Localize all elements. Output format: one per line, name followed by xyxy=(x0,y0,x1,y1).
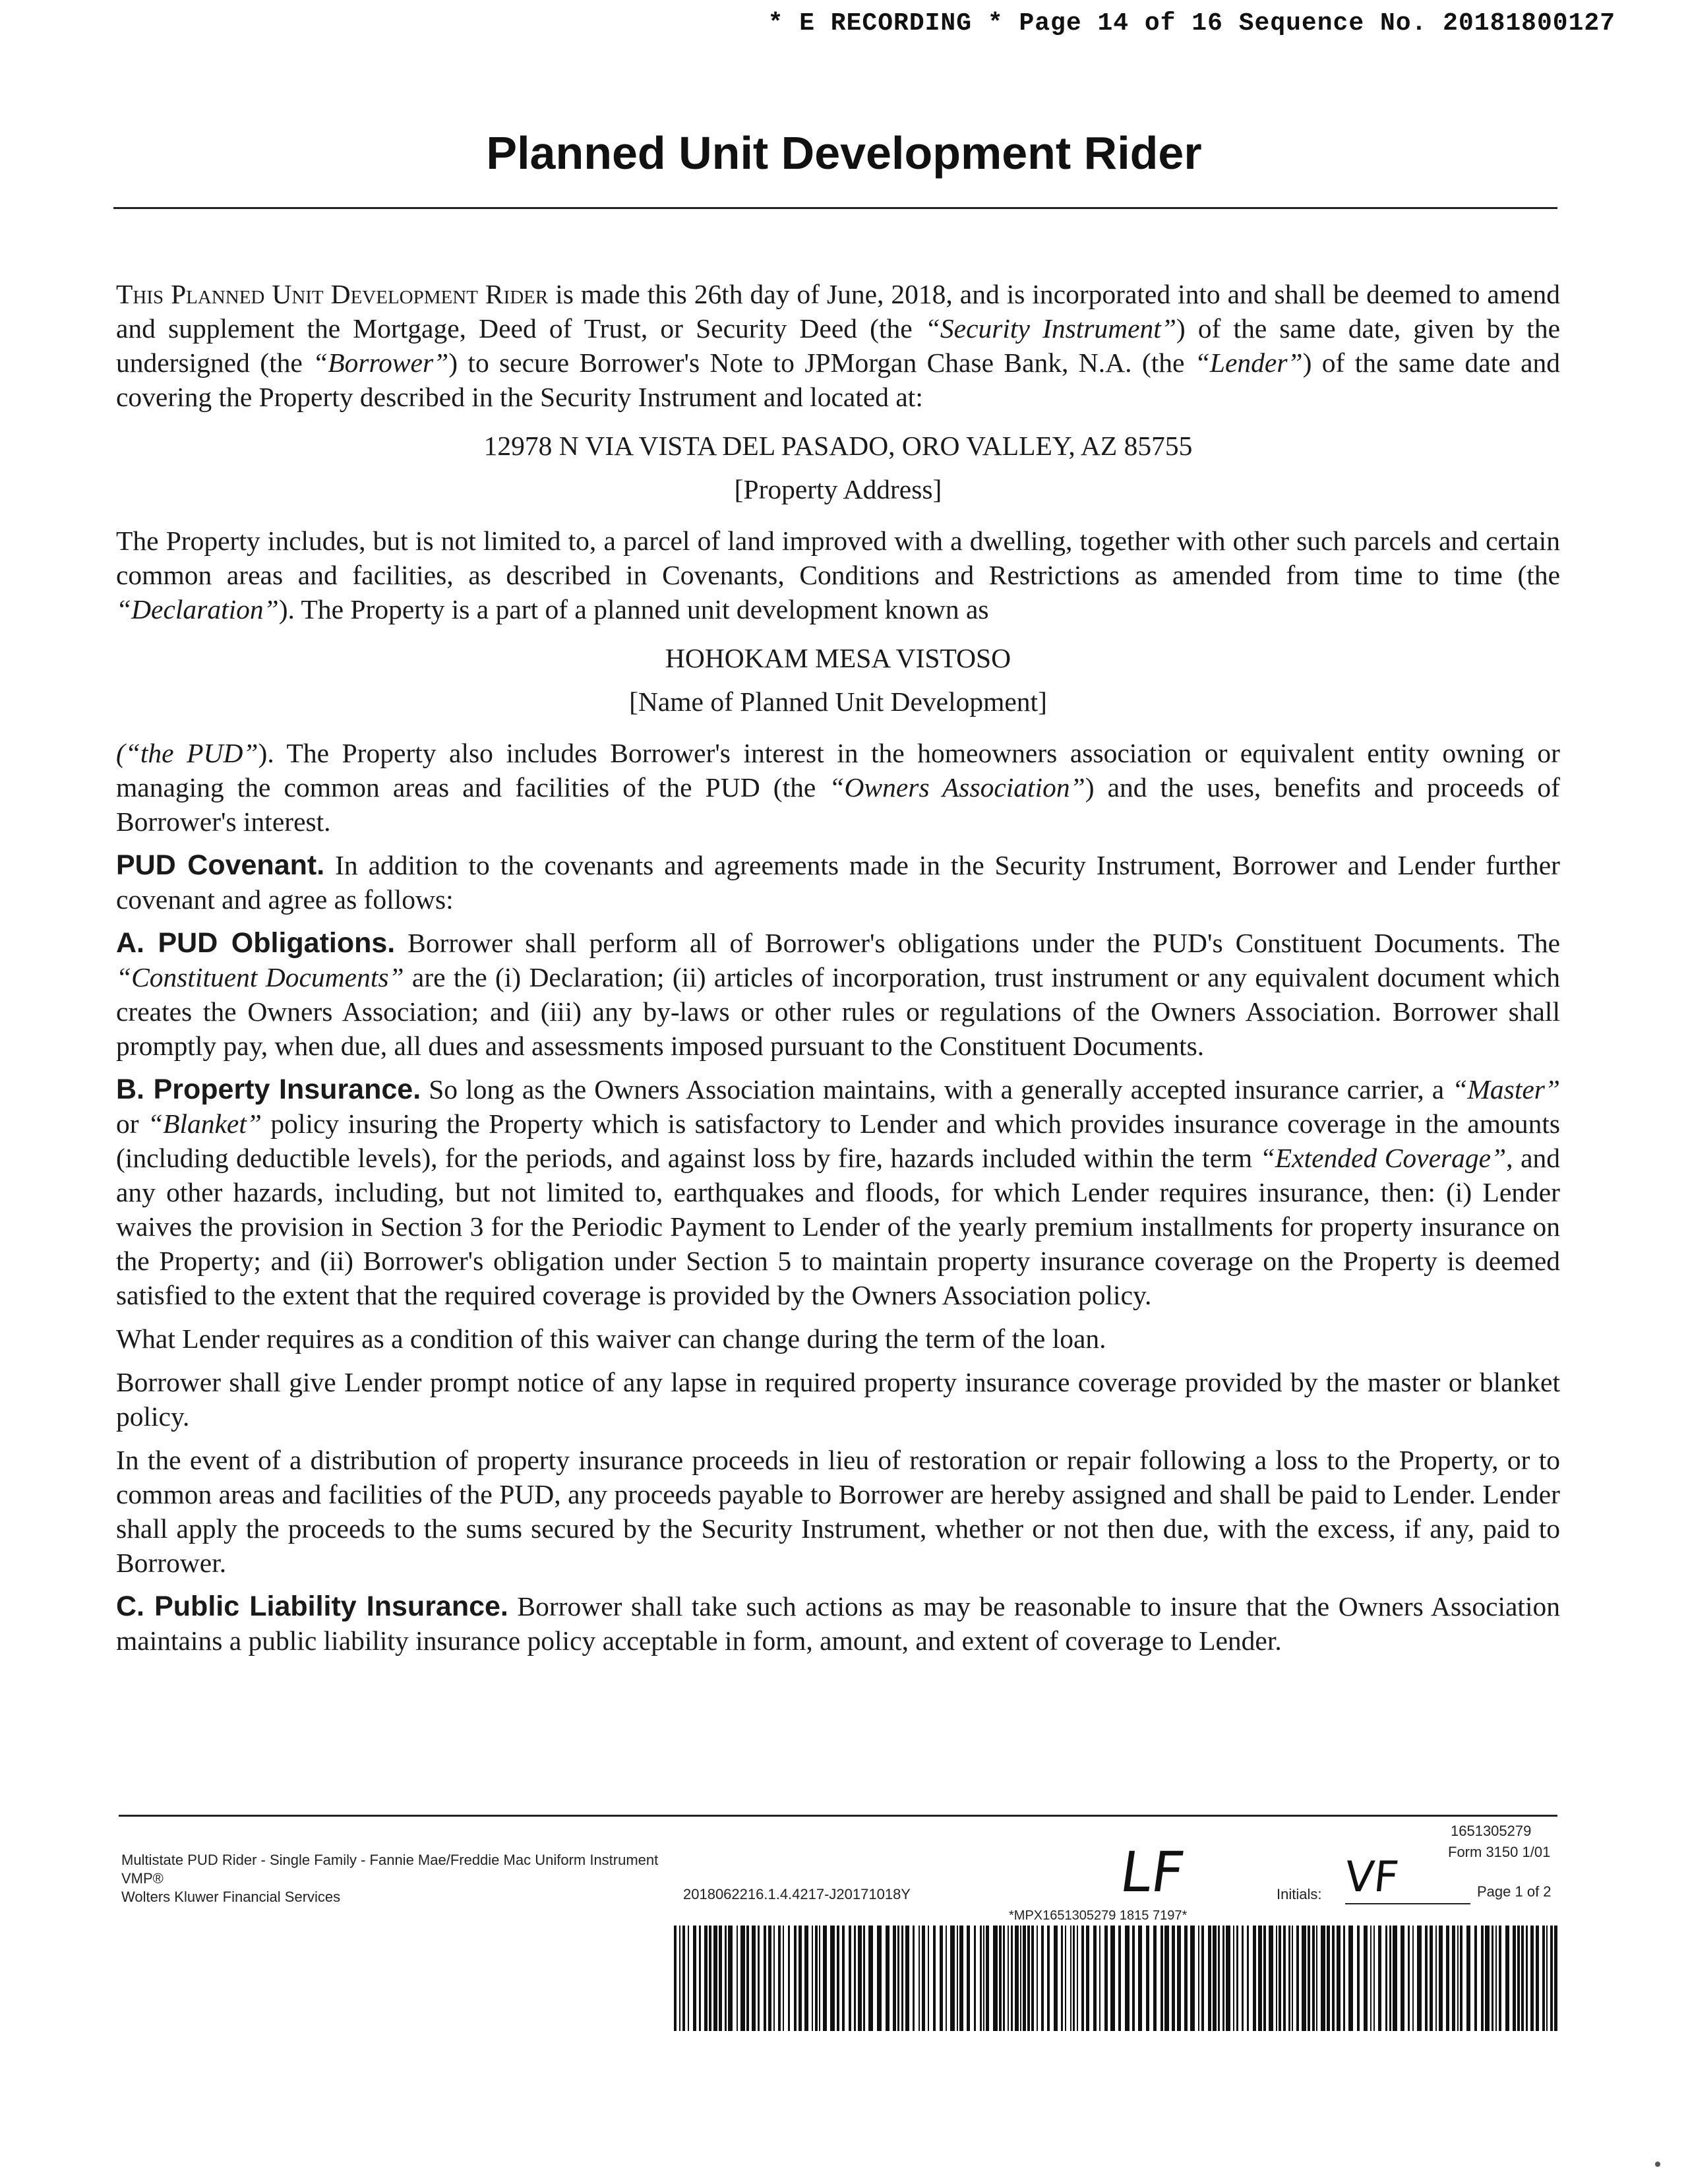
term-extended-coverage: “Extended Coverage” xyxy=(1259,1143,1507,1173)
recording-stamp: * E RECORDING * Page 14 of 16 Sequence No. 20181800127 xyxy=(768,9,1615,38)
section-a-heading: A. PUD Obligations. xyxy=(116,927,396,959)
publisher: Wolters Kluwer Financial Services xyxy=(121,1889,341,1905)
pud-covenant-heading: PUD Covenant. xyxy=(116,849,325,881)
initials-line xyxy=(1345,1903,1470,1904)
title-divider xyxy=(113,207,1557,209)
property-address-label: [Property Address] xyxy=(734,474,942,504)
declaration-paragraph: The Property includes, but is not limited to, a parcel of land improved with a dwelling, together with other such parcels and certain common areas and facilities, as described in Covenants, Conditions and Restrictions as amended from time to time (the “Declaration”). The Property is a part of a planned unit development known as xyxy=(116,526,1560,624)
term-master: “Master” xyxy=(1452,1074,1561,1105)
scan-speck xyxy=(1655,2162,1660,2167)
term-declaration: “Declaration” xyxy=(116,594,279,624)
term-the-pud: (“the PUD” xyxy=(116,738,258,768)
term-security-instrument: “Security Instrument” xyxy=(924,313,1176,344)
pud-covenant-paragraph: PUD Covenant. In addition to the covenants and agreements made in the Security Instrument, Borrower and Lender further covenant and agree as follows: xyxy=(116,849,1560,915)
pud-paragraph: (“the PUD”). The Property also includes Borrower's interest in the homeowners association or equivalent entity owning or managing the common areas and facilities of the PUD (the “Owners Association”) and the uses, benefits and proceeds of Borrower's interest. xyxy=(116,738,1560,837)
footer-divider xyxy=(119,1815,1557,1817)
page-title: Planned Unit Development Rider xyxy=(486,127,1202,179)
pud-name-block xyxy=(116,641,1560,719)
section-a-paragraph: A. PUD Obligations. Borrower shall perform all of Borrower's obligations under the PUD's Constituent Documents. The “Constituent Documents” are the (i) Declaration; (ii) articles of incorporation, trust instrument or any equivalent document which creates the Owners Association; and (iii) any by-laws or other rules or regulations of the Owners Association. Borrower shall promptly pay, when due, all dues and assessments imposed pursuant to the Constituent Documents. xyxy=(116,927,1560,1061)
loan-number: 1651305279 xyxy=(1451,1823,1532,1839)
form-title: Multistate PUD Rider - Single Family - Fannie Mae/Freddie Mac Uniform Instrument xyxy=(121,1852,659,1868)
section-c-paragraph: C. Public Liability Insurance. Borrower shall take such actions as may be reasonable to insure that the Owners Association maintains a public liability insurance policy acceptable in form, amount, and extent of coverage to Lender. xyxy=(116,1591,1560,1656)
term-blanket: “Blanket” xyxy=(148,1108,262,1139)
document-code: 2018062216.1.4.4217-J20171018Y xyxy=(683,1886,911,1902)
pud-name: HOHOKAM MESA VISTOSO xyxy=(665,643,1011,673)
property-address: 12978 N VIA VISTA DEL PASADO, ORO VALLEY, AZ 85755 xyxy=(483,431,1193,461)
section-b-paragraph: B. Property Insurance. So long as the Owners Association maintains, with a generally accepted insurance carrier, a “Master” or “Blanket” policy insuring the Property which is satisfactory to Lender and which provides insurance coverage in the amounts (including deductible levels), for the periods, and against loss by fire, hazards included within the term “Extended Coverage”, and any other hazards, including, but not limited to, earthquakes and floods, for which Lender requires insurance, then: (i) Lender waives the provision in Section 3 for the Periodic Payment to Lender of the yearly premium installments for property insurance on the Property; and (ii) Borrower's obligation under Section 5 to maintain property insurance coverage on the Property is deemed satisfied to the extent that the required coverage is provided by the Owners Association policy. xyxy=(116,1074,1561,1310)
intro-paragraph: This Planned Unit Development Rider is made this 26th day of June, 2018, and is incorporated into and shall be deemed to amend and supplement the Mortgage, Deed of Trust, or Security Deed (the “Security Instrument”) of the same date, given by the undersigned (the “Borrower”) to secure Borrower's Note to JPMorgan Chase Bank, N.A. (the “Lender”) of the same date and covering the Property described in the Security Instrument and located at: xyxy=(116,279,1560,412)
page-number: Page 1 of 2 xyxy=(1477,1883,1552,1900)
section-c-heading: C. Public Liability Insurance. xyxy=(116,1591,508,1622)
form-number: Form 3150 1/01 xyxy=(1448,1844,1551,1860)
term-borrower: “Borrower” xyxy=(313,348,449,378)
signature-initials-lf: LF xyxy=(1116,1840,1189,1904)
section-b-proceeds-paragraph: In the event of a distribution of property insurance proceeds in lieu of restoration or repair following a loss to the Property, or to common areas and facilities of the PUD, any proceeds payable to Borrower are hereby assigned and shall be paid to Lender. Lender shall apply the proceeds to the sums secured by the Security Instrument, whether or not then due, with the excess, if any, paid to Borrower. xyxy=(116,1445,1560,1578)
term-lender: “Lender” xyxy=(1194,348,1303,378)
section-b-heading: B. Property Insurance. xyxy=(116,1074,421,1105)
property-address-block xyxy=(116,429,1560,506)
vmp-mark: VMP® xyxy=(121,1870,164,1887)
intro-lead: This Planned Unit Development Rider xyxy=(116,279,549,309)
section-b-waiver-paragraph: What Lender requires as a condition of this waiver can change during the term of the loan. xyxy=(116,1323,1106,1354)
term-owners-association: “Owners Association” xyxy=(829,772,1085,803)
barcode-text: *MPX1651305279 1815 7197* xyxy=(1009,1908,1188,1923)
initials-label: Initials: xyxy=(1277,1886,1322,1902)
barcode-icon xyxy=(674,1926,1557,2031)
signature-initials-vf: VF xyxy=(1342,1853,1401,1902)
document-body xyxy=(116,277,1560,1667)
term-constituent-documents: “Constituent Documents” xyxy=(116,962,404,992)
pud-name-label: [Name of Planned Unit Development] xyxy=(629,686,1047,717)
section-b-notice-paragraph: Borrower shall give Lender prompt notice of any lapse in required property insurance coverage provided by the master or blanket policy. xyxy=(116,1367,1560,1432)
